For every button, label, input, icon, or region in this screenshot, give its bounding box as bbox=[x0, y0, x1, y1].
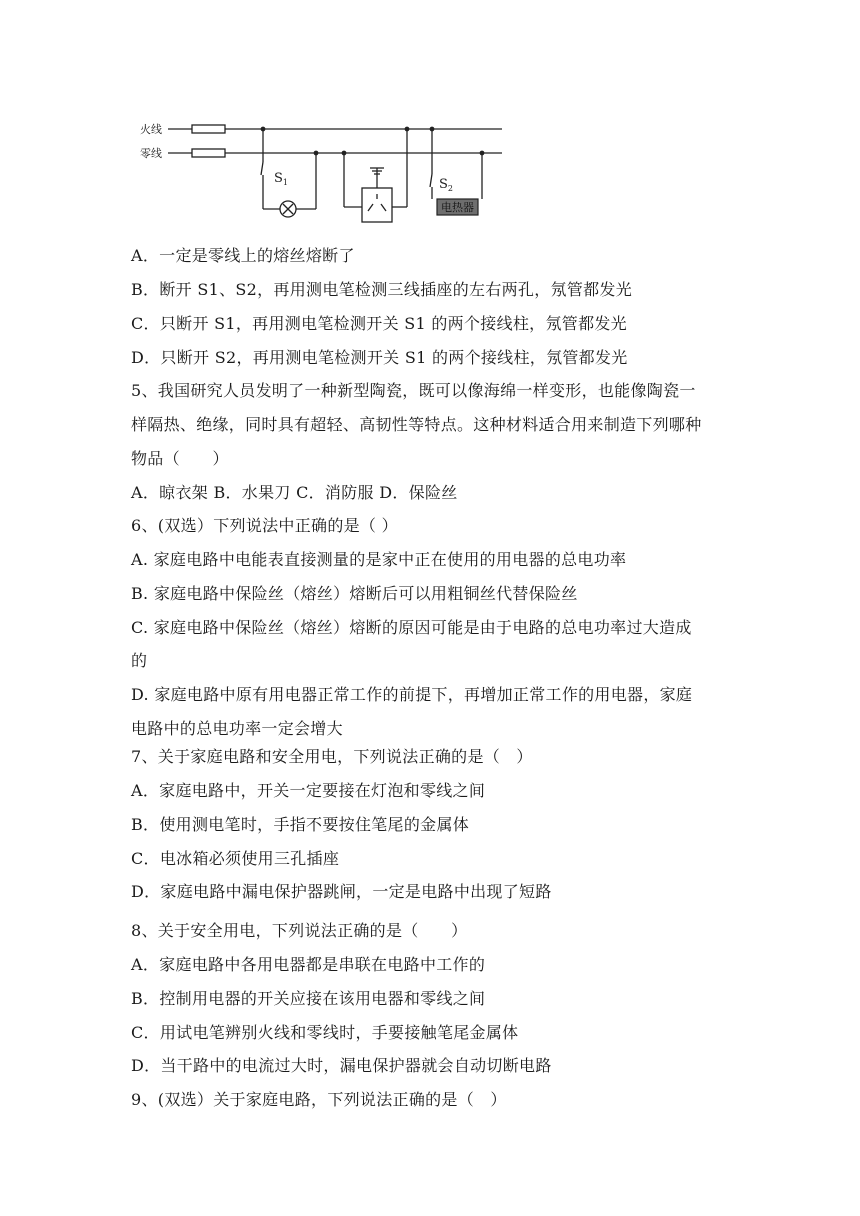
question-text: 8、关于安全用电，下列说法正确的是（ ） bbox=[131, 921, 468, 940]
neutral-fuse bbox=[192, 149, 225, 157]
option-line: D. 家庭电路中原有用电器正常工作的前提下，再增加正常工作的用电器，家庭 bbox=[131, 685, 693, 704]
option-line: D．当干路中的电流过大时，漏电保护器就会自动切断电路 bbox=[131, 1056, 552, 1075]
three-pin-socket bbox=[362, 188, 392, 222]
option-line: 电路中的总电功率一定会增大 bbox=[131, 719, 343, 738]
option-line: A. 家庭电路中电能表直接测量的是家中正在使用的用电器的总电功率 bbox=[131, 550, 627, 569]
neutral-wire-label: 零线 bbox=[140, 147, 162, 160]
switch-s1-label: $S_1$ bbox=[274, 171, 288, 187]
option-line: D．只断开 S2，再用测电笔检测开关 S1 的两个接线柱，氖管都发光 bbox=[131, 348, 628, 367]
option-line: A．家庭电路中，开关一定要接在灯泡和零线之间 bbox=[131, 781, 486, 800]
question-text: 9、(双选）关于家庭电路，下列说法正确的是（ ） bbox=[131, 1090, 507, 1109]
option-line: B．使用测电笔时，手指不要按住笔尾的金属体 bbox=[131, 815, 470, 834]
switch-s2-symbol bbox=[430, 174, 432, 187]
option-line: B．断开 S1、S2，再用测电笔检测三线插座的左右两孔，氖管都发光 bbox=[131, 280, 633, 299]
question-text: 7、关于家庭电路和安全用电，下列说法正确的是（ ） bbox=[131, 747, 533, 766]
option-line: A．晾衣架 B．水果刀 C．消防服 D．保险丝 bbox=[131, 483, 458, 502]
circuit-diagram bbox=[130, 112, 520, 230]
option-line: B．控制用电器的开关应接在该用电器和零线之间 bbox=[131, 989, 486, 1008]
question-text: 6、(双选）下列说法中正确的是（ ） bbox=[131, 516, 398, 535]
heater-label: 电热器 bbox=[441, 201, 474, 214]
option-line: C. 家庭电路中保险丝（熔丝）熔断的原因可能是由于电路的总电功率过大造成 bbox=[131, 618, 692, 637]
option-line: C．用试电笔辨别火线和零线时，手要接触笔尾金属体 bbox=[131, 1023, 519, 1042]
option-line: 的 bbox=[131, 651, 148, 670]
question-text: 5、我国研究人员发明了一种新型陶瓷，既可以像海绵一样变形，也能像陶瓷一 bbox=[131, 381, 696, 400]
option-line: C．电冰箱必须使用三孔插座 bbox=[131, 849, 340, 868]
option-line: A．家庭电路中各用电器都是串联在电路中工作的 bbox=[131, 955, 486, 974]
option-line: C．只断开 S1，再用测电笔检测开关 S1 的两个接线柱，氖管都发光 bbox=[131, 314, 627, 333]
option-line: A．一定是零线上的熔丝熔断了 bbox=[131, 246, 355, 265]
question-text: 物品（ ） bbox=[131, 449, 229, 468]
option-line: B. 家庭电路中保险丝（熔丝）熔断后可以用粗铜丝代替保险丝 bbox=[131, 584, 578, 603]
option-line: D．家庭电路中漏电保护器跳闸，一定是电路中出现了短路 bbox=[131, 882, 552, 901]
switch-s1-symbol bbox=[261, 162, 263, 175]
live-wire-label: 火线 bbox=[140, 123, 162, 136]
question-text: 样隔热、绝缘，同时具有超轻、高韧性等特点。这种材料适合用来制造下列哪种 bbox=[131, 415, 702, 434]
live-fuse bbox=[192, 125, 225, 133]
switch-s2-label: $S_2$ bbox=[439, 177, 453, 193]
